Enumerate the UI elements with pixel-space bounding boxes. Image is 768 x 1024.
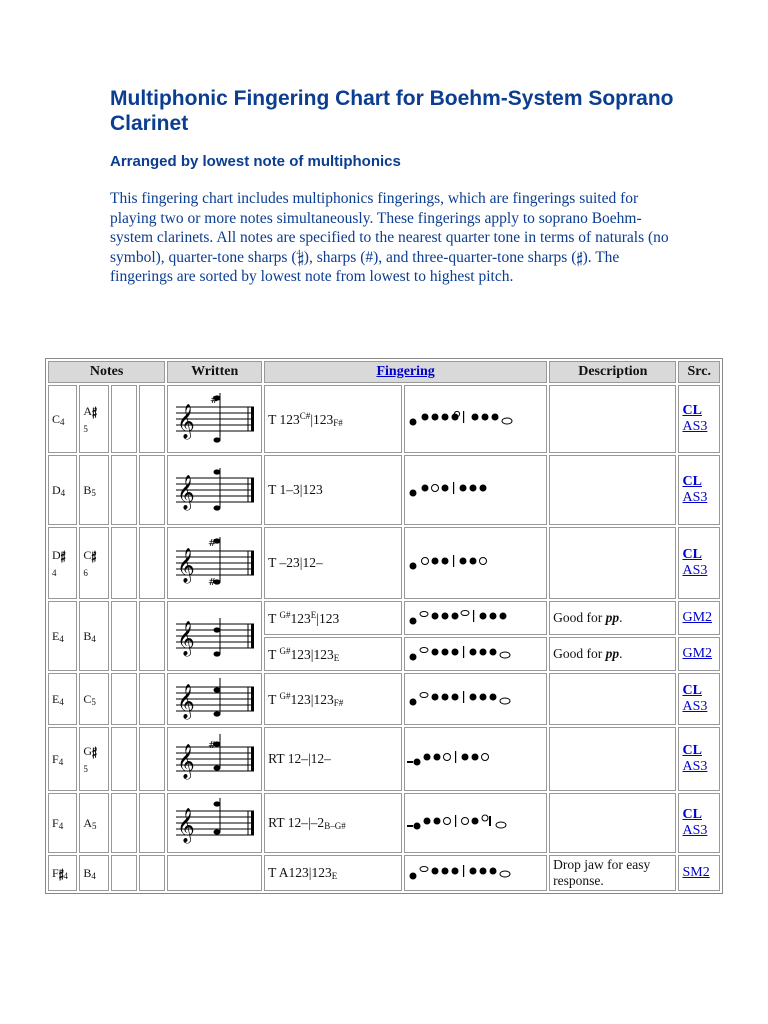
source-link[interactable]: SM2 [682, 865, 710, 880]
written-notation [167, 527, 262, 599]
blank-cell [139, 727, 165, 791]
fingering-diagram-image [405, 860, 545, 886]
source-link[interactable]: AS3 [682, 823, 708, 838]
staff-notation-image [168, 796, 260, 850]
high-note-cell: C𝄰 $_6$ [79, 527, 108, 599]
blank-cell [139, 385, 165, 453]
source-link[interactable]: AS3 [682, 759, 708, 774]
blank-cell [111, 385, 137, 453]
svg-text:#: # [208, 577, 217, 588]
fingering-text: T $^{G\#}123^E|123$ [264, 601, 401, 635]
fingering-text: T $^{G\#}123|123_E$ [264, 637, 401, 671]
fingering-text: T $A123|123_E$ [264, 855, 401, 891]
source-link[interactable]: AS3 [682, 699, 708, 714]
blank-cell [139, 455, 165, 525]
source-link[interactable]: CL [682, 683, 702, 698]
fingering-diagram-image [405, 641, 545, 667]
source-cell [678, 673, 720, 725]
treble-clef-icon: 𝄞 [177, 475, 195, 510]
description-cell [549, 385, 676, 453]
source-link[interactable]: CL [682, 807, 702, 822]
source-cell [678, 455, 720, 525]
blank-cell [111, 793, 137, 853]
blank-cell [111, 455, 137, 525]
source-link[interactable]: CL [682, 743, 702, 758]
table-row [48, 793, 720, 853]
fingering-diagram [404, 637, 548, 671]
high-note-cell: $B_4$ [79, 855, 108, 891]
page-title: Multiphonic Fingering Chart for Boehm-System Soprano Clarinet [110, 87, 674, 135]
page-subtitle: Arranged by lowest note of multiphonics [110, 153, 401, 170]
written-notation [167, 385, 262, 453]
fingering-header-link[interactable]: Fingering [376, 364, 435, 379]
source-link[interactable]: CL [682, 547, 702, 562]
staff-notation-image [168, 606, 260, 666]
written-notation [167, 727, 262, 791]
source-cell [678, 727, 720, 791]
fingering-diagram [404, 527, 548, 599]
fingering-diagram-image [405, 548, 545, 578]
treble-clef-icon: 𝄞 [177, 548, 195, 583]
blank-cell [111, 527, 137, 599]
source-cell [678, 385, 720, 453]
svg-text:#: # [210, 395, 219, 406]
svg-text:#: # [208, 740, 217, 751]
low-note-cell: $F_4$ [48, 727, 77, 791]
description-cell: Good for pp. [549, 601, 676, 635]
fingering-text: RT $12-|-2_{B-G\#}$ [264, 793, 401, 853]
low-note-cell: $E_4$ [48, 673, 77, 725]
blank-cell [139, 673, 165, 725]
header-notes: Notes [48, 361, 165, 383]
low-note-cell: D𝄰 $_4$ [48, 527, 77, 599]
fingering-text: T $123^{C\#}|123_{F\#}$ [264, 385, 401, 453]
header-written: Written [167, 361, 262, 383]
table-row [48, 727, 720, 791]
staff-notation-image [168, 460, 260, 520]
written-notation [167, 601, 262, 671]
blank-cell [111, 727, 137, 791]
table-header-row [48, 361, 720, 383]
staff-notation-image [168, 674, 260, 724]
description-cell [549, 527, 676, 599]
svg-text:#: # [208, 538, 217, 549]
fingering-diagram [404, 727, 548, 791]
header-fingering [264, 361, 547, 383]
source-cell [678, 527, 720, 599]
fingering-text: T –23|12– [264, 527, 401, 599]
source-cell [678, 601, 720, 635]
fingering-diagram-image [405, 475, 545, 505]
source-cell [678, 637, 720, 671]
high-note-cell: A𝄰 $_5$ [79, 385, 108, 453]
description-cell [549, 673, 676, 725]
fingering-diagram-image [405, 404, 545, 434]
description-cell [549, 793, 676, 853]
fingering-chart-table [45, 358, 723, 894]
blank-cell [111, 601, 137, 671]
header-description: Description [549, 361, 676, 383]
fingering-diagram [404, 601, 548, 635]
fingering-diagram-image [405, 605, 545, 631]
staff-notation-image [168, 730, 260, 788]
blank-cell [139, 855, 165, 891]
source-link[interactable]: CL [682, 474, 702, 489]
source-link[interactable]: CL [682, 403, 702, 418]
high-note-cell: $B_4$ [79, 601, 108, 671]
fingering-diagram-image [405, 808, 545, 838]
blank-cell [139, 527, 165, 599]
fingering-diagram [404, 385, 548, 453]
staff-notation-image [168, 533, 260, 593]
treble-clef-icon: 𝄞 [177, 808, 195, 843]
fingering-diagram [404, 455, 548, 525]
table-row [48, 385, 720, 453]
table-row [48, 855, 720, 891]
fingering-diagram [404, 793, 548, 853]
fingering-diagram [404, 855, 548, 891]
source-cell [678, 855, 720, 891]
high-note-cell: G𝄰 $_5$ [79, 727, 108, 791]
description-cell: Good for pp. [549, 637, 676, 671]
fingering-diagram-image [405, 684, 545, 714]
low-note-cell: $F_4$ [48, 793, 77, 853]
written-notation [167, 673, 262, 725]
fingering-diagram-image [405, 744, 545, 774]
high-note-cell: $B_5$ [79, 455, 108, 525]
staff-notation-image [168, 389, 260, 449]
fingering-text: T $^{G\#}123|123_{F\#}$ [264, 673, 401, 725]
high-note-cell: $A_5$ [79, 793, 108, 853]
table-row [48, 673, 720, 725]
table-row [48, 601, 720, 635]
blank-cell [139, 793, 165, 853]
fingering-diagram [404, 673, 548, 725]
written-notation [167, 793, 262, 853]
intro-paragraph: This fingering chart includes multiphonics fingerings, which are fingerings suited for playing two or more notes simultaneously. These fingerings apply to soprano Boehm-system clarinets. All notes are specified to the nearest quarter tone in terms of naturals (no symbol), quarter-tone sharps (𝄲), sharps (#), and three-quarter-tone sharps (𝄰). The fingerings are sorted by lowest note from lowest to highest pitch. [110, 190, 669, 285]
low-note-cell: $D_4$ [48, 455, 77, 525]
treble-clef-icon: 𝄞 [177, 744, 195, 779]
low-note-cell: $E_4$ [48, 601, 77, 671]
source-link[interactable]: GM2 [682, 610, 713, 625]
treble-clef-icon: 𝄞 [177, 404, 195, 439]
treble-clef-icon: 𝄞 [177, 684, 195, 719]
header-src: Src. [678, 361, 720, 383]
treble-clef-icon: 𝄞 [177, 621, 195, 656]
low-note-cell: $C_4$ [48, 385, 77, 453]
blank-cell [111, 855, 137, 891]
source-cell [678, 793, 720, 853]
high-note-cell: $C_5$ [79, 673, 108, 725]
fingering-text: T 1–3|123 [264, 455, 401, 525]
blank-cell [111, 673, 137, 725]
description-cell [549, 727, 676, 791]
table-row [48, 455, 720, 525]
description-cell [549, 455, 676, 525]
low-note-cell: $F𝄰_4$ [48, 855, 77, 891]
source-link[interactable]: AS3 [682, 563, 708, 578]
written-notation [167, 855, 262, 891]
blank-cell [139, 601, 165, 671]
source-link[interactable]: AS3 [682, 419, 708, 434]
table-row [48, 527, 720, 599]
description-cell: Drop jaw for easy response. [549, 855, 676, 891]
fingering-text: RT 12–|12– [264, 727, 401, 791]
source-link[interactable]: AS3 [682, 490, 708, 505]
source-link[interactable]: GM2 [682, 646, 713, 661]
written-notation [167, 455, 262, 525]
